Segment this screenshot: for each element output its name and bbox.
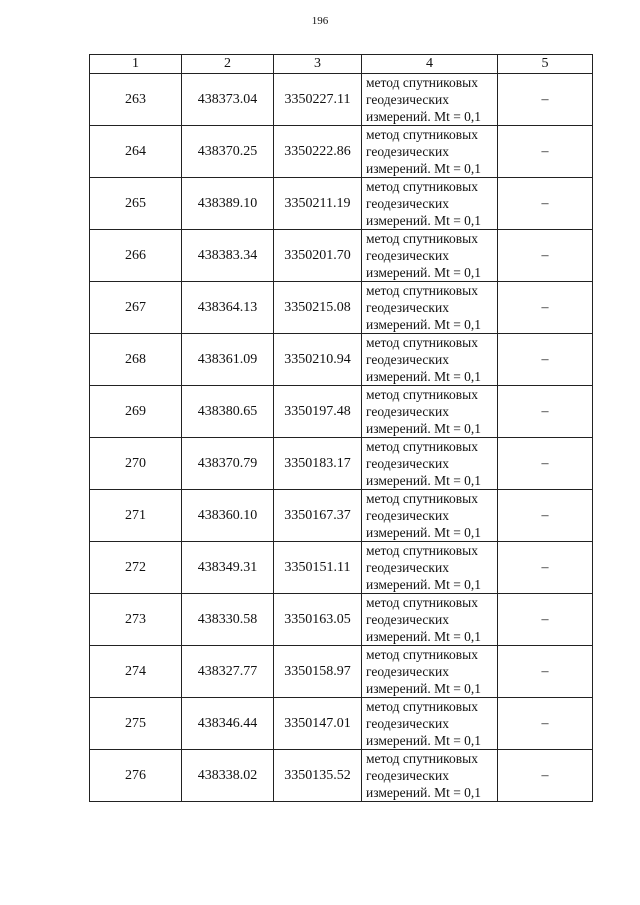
method-cell [362,698,498,750]
note-cell: – [498,542,593,594]
coordinate-y-cell: 3350215.08 [274,282,362,334]
method-line: измерений. Mt = 0,1 [366,369,482,384]
header-row [90,55,593,74]
method-line: измерений. Mt = 0,1 [366,265,482,280]
point-number-cell: 276 [90,750,182,802]
table-row [90,542,593,594]
method-line: метод спутниковых [366,75,478,90]
coordinate-x-cell: 438370.25 [182,126,274,178]
method-line: геодезических [366,456,449,471]
point-number-cell: 263 [90,74,182,126]
method-line: метод спутниковых [366,699,478,714]
method-line: измерений. Mt = 0,1 [366,733,482,748]
point-number-cell: 273 [90,594,182,646]
note-cell: – [498,438,593,490]
point-number-cell: 270 [90,438,182,490]
method-line: геодезических [366,716,449,731]
method-cell [362,126,498,178]
method-line: метод спутниковых [366,231,478,246]
method-line: измерений. Mt = 0,1 [366,109,482,124]
point-number-cell: 266 [90,230,182,282]
method-line: геодезических [366,768,449,783]
point-number-cell: 275 [90,698,182,750]
method-line: геодезических [366,612,449,627]
method-line: геодезических [366,144,449,159]
note-cell: – [498,646,593,698]
coordinate-x-cell: 438346.44 [182,698,274,750]
method-line: измерений. Mt = 0,1 [366,785,482,800]
method-line: метод спутниковых [366,127,478,142]
table-row [90,386,593,438]
method-cell [362,178,498,230]
point-number-cell: 272 [90,542,182,594]
coordinate-y-cell: 3350210.94 [274,334,362,386]
note-cell: – [498,230,593,282]
method-line: измерений. Mt = 0,1 [366,421,482,436]
method-line: метод спутниковых [366,543,478,558]
method-cell [362,438,498,490]
coordinate-x-cell: 438330.58 [182,594,274,646]
method-line: метод спутниковых [366,595,478,610]
coordinate-x-cell: 438370.79 [182,438,274,490]
table-row [90,750,593,802]
method-line: метод спутниковых [366,335,478,350]
method-cell [362,386,498,438]
method-line: измерений. Mt = 0,1 [366,681,482,696]
coordinate-x-cell: 438360.10 [182,490,274,542]
note-cell: – [498,282,593,334]
coordinate-x-cell: 438327.77 [182,646,274,698]
coordinate-y-cell: 3350201.70 [274,230,362,282]
coordinates-table [89,54,593,802]
table-row [90,490,593,542]
column-header-5: 5 [498,55,593,74]
method-line: метод спутниковых [366,179,478,194]
coordinate-y-cell: 3350227.11 [274,74,362,126]
method-line: геодезических [366,300,449,315]
point-number-cell: 271 [90,490,182,542]
method-line: метод спутниковых [366,751,478,766]
table-body [90,74,593,802]
method-line: метод спутниковых [366,387,478,402]
table-row [90,646,593,698]
point-number-cell: 264 [90,126,182,178]
coordinate-y-cell: 3350183.17 [274,438,362,490]
coordinate-y-cell: 3350147.01 [274,698,362,750]
method-line: геодезических [366,404,449,419]
note-cell: – [498,334,593,386]
note-cell: – [498,594,593,646]
table-row [90,74,593,126]
method-cell [362,542,498,594]
method-line: измерений. Mt = 0,1 [366,161,482,176]
method-line: геодезических [366,352,449,367]
point-number-cell: 265 [90,178,182,230]
method-cell [362,490,498,542]
table-row [90,438,593,490]
table-row [90,230,593,282]
table-row [90,282,593,334]
method-line: измерений. Mt = 0,1 [366,213,482,228]
method-line: геодезических [366,92,449,107]
coordinate-y-cell: 3350211.19 [274,178,362,230]
coordinate-y-cell: 3350167.37 [274,490,362,542]
method-line: геодезических [366,248,449,263]
coordinate-x-cell: 438380.65 [182,386,274,438]
method-cell [362,594,498,646]
point-number-cell: 268 [90,334,182,386]
column-header-3: 3 [274,55,362,74]
coordinate-y-cell: 3350135.52 [274,750,362,802]
coordinate-x-cell: 438389.10 [182,178,274,230]
coordinate-x-cell: 438373.04 [182,74,274,126]
method-line: метод спутниковых [366,439,478,454]
coordinate-y-cell: 3350222.86 [274,126,362,178]
note-cell: – [498,74,593,126]
method-cell [362,646,498,698]
method-line: геодезических [366,664,449,679]
method-line: геодезических [366,560,449,575]
table-row [90,698,593,750]
method-line: метод спутниковых [366,647,478,662]
method-cell [362,230,498,282]
coordinate-y-cell: 3350158.97 [274,646,362,698]
page-number: 196 [311,15,329,27]
method-line: измерений. Mt = 0,1 [366,629,482,644]
method-cell [362,334,498,386]
coordinate-y-cell: 3350163.05 [274,594,362,646]
column-header-1: 1 [90,55,182,74]
note-cell: – [498,178,593,230]
coordinate-y-cell: 3350151.11 [274,542,362,594]
method-line: геодезических [366,196,449,211]
note-cell: – [498,750,593,802]
coordinate-y-cell: 3350197.48 [274,386,362,438]
point-number-cell: 267 [90,282,182,334]
coordinate-x-cell: 438338.02 [182,750,274,802]
note-cell: – [498,126,593,178]
method-line: измерений. Mt = 0,1 [366,577,482,592]
column-header-4: 4 [362,55,498,74]
table-row [90,334,593,386]
method-cell [362,74,498,126]
note-cell: – [498,698,593,750]
coordinate-x-cell: 438383.34 [182,230,274,282]
column-header-2: 2 [182,55,274,74]
method-line: измерений. Mt = 0,1 [366,473,482,488]
coordinate-x-cell: 438364.13 [182,282,274,334]
method-line: измерений. Mt = 0,1 [366,317,482,332]
method-line: метод спутниковых [366,283,478,298]
method-line: метод спутниковых [366,491,478,506]
point-number-cell: 274 [90,646,182,698]
table-row [90,594,593,646]
table-header [90,55,593,74]
method-cell [362,282,498,334]
method-line: измерений. Mt = 0,1 [366,525,482,540]
coordinate-x-cell: 438361.09 [182,334,274,386]
method-cell [362,750,498,802]
table-row [90,178,593,230]
table-row [90,126,593,178]
coordinate-x-cell: 438349.31 [182,542,274,594]
note-cell: – [498,386,593,438]
point-number-cell: 269 [90,386,182,438]
method-line: геодезических [366,508,449,523]
note-cell: – [498,490,593,542]
